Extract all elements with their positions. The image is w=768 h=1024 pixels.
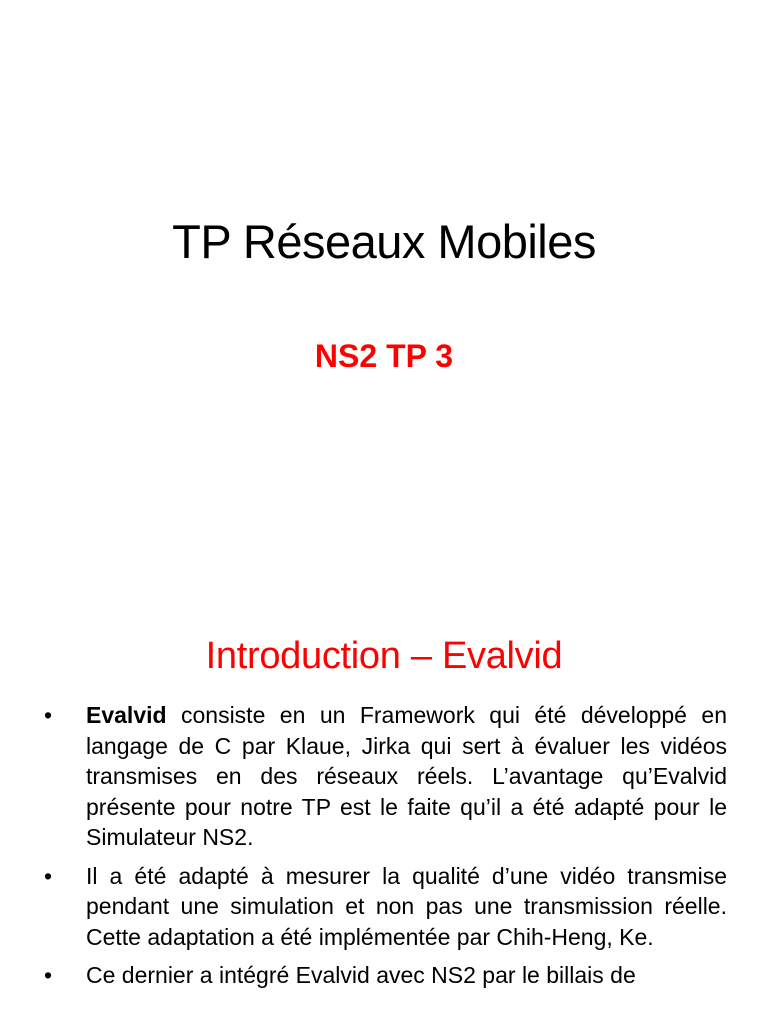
slide-subtitle: NS2 TP 3 — [314, 338, 454, 374]
bullet-icon: • — [44, 702, 53, 728]
bullet-list — [44, 700, 727, 999]
bullet-item — [44, 960, 727, 991]
bullet-icon: • — [44, 862, 53, 889]
section-heading: Introduction – Evalvid — [205, 635, 563, 677]
bullet-item — [44, 700, 727, 853]
slide-title: TP Réseaux Mobiles — [172, 215, 596, 268]
bullet-text: Ce dernier a intégré Evalvid avec NS2 par le billais de — [86, 962, 636, 988]
bullet-item — [44, 861, 727, 953]
bullet-icon: • — [44, 962, 53, 988]
bullet-text: consiste en un Framework qui été développé en langage de C par Klaue, Jirka qui sert à évaluer les vidéos transmises en des réseaux réels. L’avantage qu’Evalvid présente pour notre TP est le faite qu’il a été adapté pour le Simulateur NS2. — [86, 702, 727, 850]
content-slide — [0, 576, 768, 1024]
bullet-bold-term: Evalvid — [86, 702, 167, 728]
bullet-text: Il a été adapté à mesurer la qualité d’une vidéo transmise pendant une simulation et non pas une transmission réelle. Cette adaptation a été implémentée par Chih-Heng, Ke. — [86, 862, 727, 950]
